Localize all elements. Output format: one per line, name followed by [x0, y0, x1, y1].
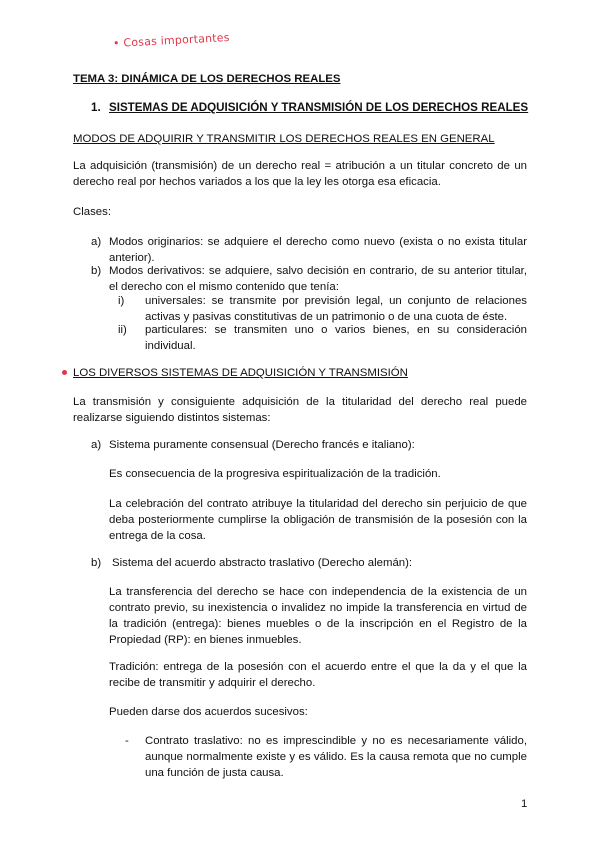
- modos-heading: MODOS DE ADQUIRIR Y TRANSMITIR LOS DERECHOS REALES EN GENERAL: [73, 133, 495, 145]
- list-marker: ii): [118, 324, 127, 336]
- list-item: universales: se transmite por previsión legal, un conjunto de relaciones activas y pasivas constitutivas de un patrimonio o de una cuota de éste.: [145, 295, 527, 323]
- list-marker: a): [91, 236, 102, 248]
- sistema-b-paragraph: Pueden darse dos acuerdos sucesivos:: [109, 706, 308, 718]
- red-bullet-icon: [62, 370, 67, 375]
- sistema-a-paragraph: Es consecuencia de la progresiva espiritualización de la tradición.: [109, 468, 441, 480]
- section-heading: [91, 100, 528, 116]
- sistema-a-title: Sistema puramente consensual (Derecho francés e italiano):: [109, 439, 415, 451]
- list-marker: a): [91, 439, 102, 451]
- sistema-b-title: Sistema del acuerdo abstracto traslativo (Derecho alemán):: [112, 557, 413, 569]
- sistema-b-paragraph: La transferencia del derecho se hace con independencia de la existencia de un contrato previo, su inexistencia o invalidez no impide la transferencia en virtud de la tradición (entrega): bienes muebles o de la inscripción en el Registro de la Propiedad (RP): en bienes inmuebles.: [109, 586, 527, 646]
- handwritten-annotation: • Cosas importantes: [112, 30, 230, 51]
- list-marker: b): [91, 265, 102, 277]
- section-number: 1.: [91, 101, 101, 114]
- list-item: Modos derivativos: se adquiere, salvo decisión en contrario, de su anterior titular, el derecho con el mismo contenido que tenía:: [109, 265, 527, 293]
- adquisicion-paragraph: La adquisición (transmisión) de un derecho real = atribución a un titular concreto de un derecho real por hechos variados a los que la ley les otorga esa eficacia.: [73, 160, 527, 188]
- sistemas-heading: LOS DIVERSOS SISTEMAS DE ADQUISICIÓN Y TRANSMISIÓN: [73, 367, 408, 379]
- sistema-b-paragraph: Tradición: entrega de la posesión con el acuerdo entre el que la da y el que la recibe de transmitir y adquirir el derecho.: [109, 661, 527, 689]
- section-title: SISTEMAS DE ADQUISICIÓN Y TRANSMISIÓN DE LOS DERECHOS REALES: [109, 101, 529, 114]
- page-title: TEMA 3: DINÁMICA DE LOS DERECHOS REALES: [73, 73, 341, 85]
- list-item: Modos originarios: se adquiere el derecho como nuevo (exista o no exista titular anterior).: [109, 236, 527, 264]
- list-marker: b): [91, 557, 102, 569]
- sistemas-intro: La transmisión y consiguiente adquisición de la titularidad del derecho real puede realizarse siguiendo distintos sistemas:: [73, 396, 527, 424]
- list-item: particulares: se transmiten uno o varios bienes, en su consideración individual.: [145, 324, 527, 352]
- page-number: 1: [521, 798, 528, 810]
- clases-label: Clases:: [73, 206, 111, 218]
- sistema-a-paragraph: La celebración del contrato atribuye la titularidad del derecho sin perjuicio de que deba posteriormente cumplirse la obligación de transmisión de la posesión con la entrega de la cosa.: [109, 498, 527, 542]
- list-item: Contrato traslativo: no es imprescindible y no es necesariamente válido, aunque normalmente existe y es válido. Es la causa remota que no cumple una función de justa causa.: [145, 735, 527, 779]
- list-marker: i): [118, 295, 125, 307]
- list-marker: -: [125, 735, 129, 747]
